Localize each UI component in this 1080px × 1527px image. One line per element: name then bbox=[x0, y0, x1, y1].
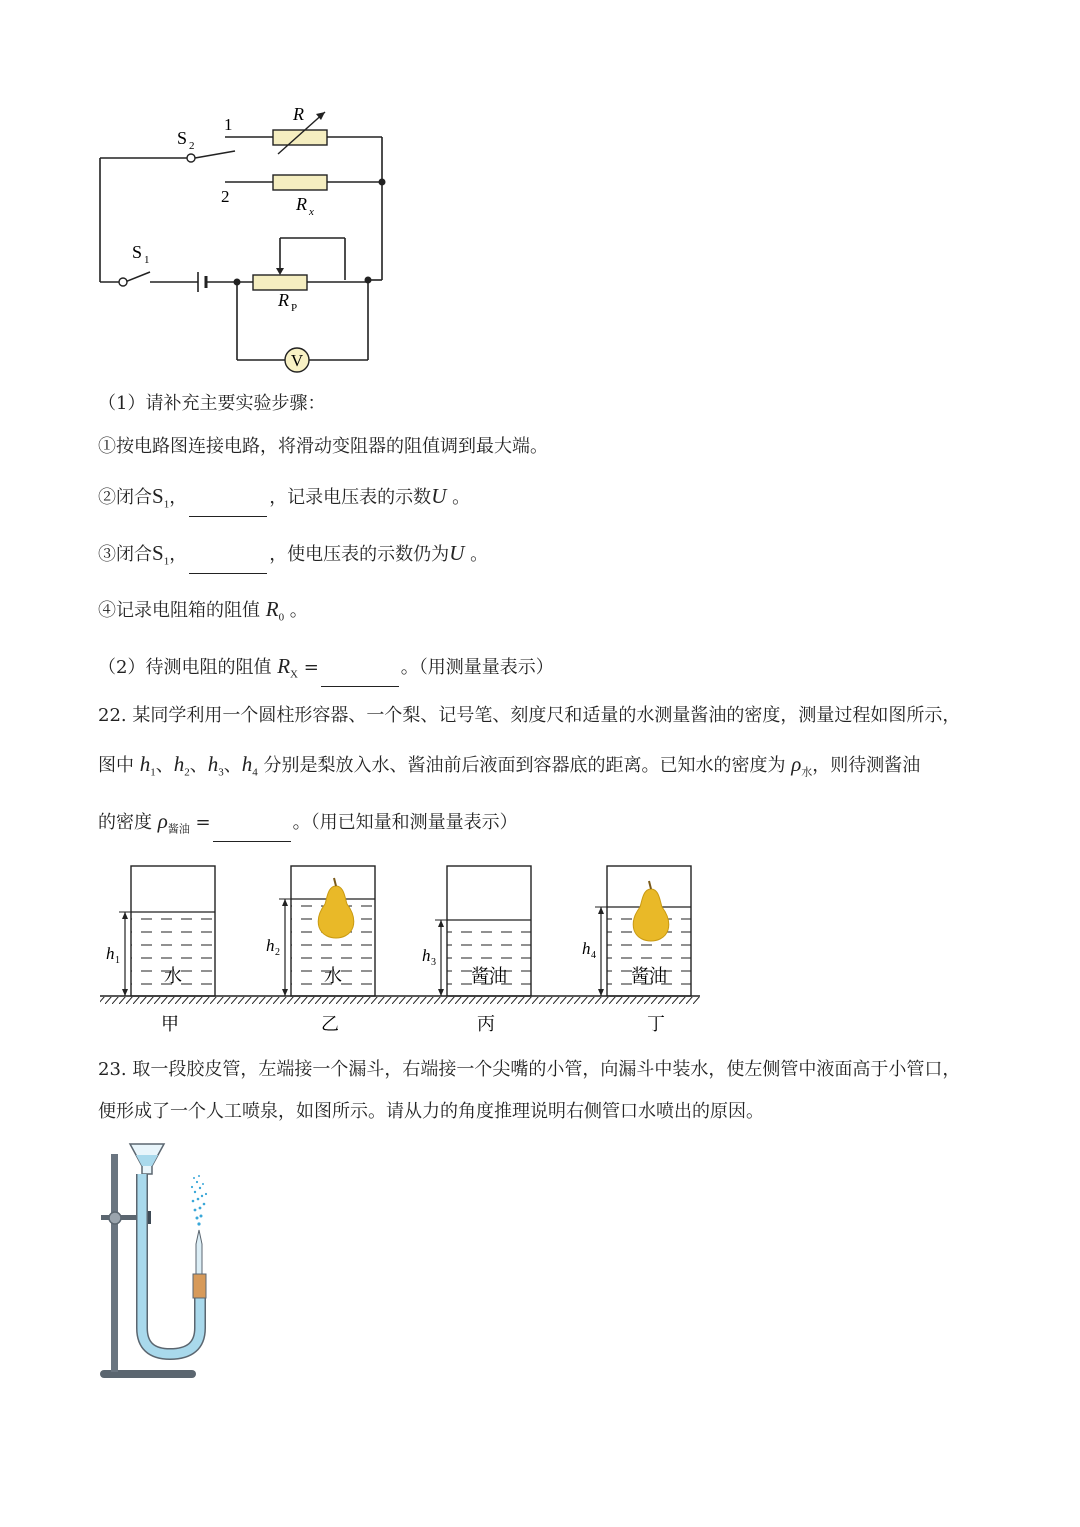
junction-dot bbox=[234, 279, 241, 286]
junction-dot bbox=[379, 179, 386, 186]
label-Rx-sub: x bbox=[309, 206, 314, 218]
s1-terminal bbox=[119, 278, 127, 286]
u-tube-water bbox=[142, 1174, 200, 1354]
q22-line1: 22. 某同学利用一个圆柱形容器、一个梨、记号笔、刻度尺和适量的水测量酱油的密度，测量过程如图所示， bbox=[98, 705, 961, 726]
label-S1-sub: 1 bbox=[144, 254, 150, 266]
h3-label: h bbox=[422, 946, 431, 965]
answer-blank[interactable] bbox=[213, 823, 291, 842]
label-R: R bbox=[293, 104, 304, 124]
q21-step1: ①按电路图连接电路，将滑动变阻器的阻值调到最大端。 bbox=[98, 436, 548, 457]
label-2: 2 bbox=[221, 187, 230, 206]
h2-sub: 2 bbox=[275, 947, 280, 958]
stand-pole bbox=[111, 1154, 118, 1372]
caption-jia: 甲 bbox=[161, 1014, 179, 1034]
q21-step4: ④记录电阻箱的阻值 $R_0$ 。 bbox=[98, 597, 308, 624]
water-jet-icon bbox=[191, 1175, 207, 1226]
label-S1: S bbox=[132, 242, 143, 262]
nozzle bbox=[196, 1230, 202, 1274]
q23-line1: 23. 取一段胶皮管，左端接一个漏斗，右端接一个尖嘴的小管，向漏斗中装水，使左侧管中液面高于小管口， bbox=[98, 1059, 961, 1080]
label-Rp-sub: P bbox=[291, 302, 298, 314]
circuit-diagram bbox=[90, 100, 400, 380]
s2-terminal bbox=[187, 154, 195, 162]
h1-sub: 1 bbox=[115, 955, 120, 966]
clamp-knob bbox=[109, 1212, 121, 1224]
answer-blank[interactable] bbox=[321, 668, 399, 687]
q21-step2: ②闭合$S_1$， ，记录电压表的示数U 。 bbox=[98, 484, 470, 517]
resistor-Rx bbox=[273, 175, 327, 190]
pear-icon bbox=[318, 886, 354, 938]
liquid-label: 酱油 bbox=[631, 966, 667, 986]
q21-part2: （2）待测电阻的阻值 $R_X$ = 。（用测量量表示） bbox=[98, 654, 554, 687]
q21-part1-title: （1）请补充主要实验步骤： bbox=[98, 393, 326, 414]
q22-line3: 的密度 $\rho_{酱油}$ = 。（用已知量和测量量表示） bbox=[98, 809, 518, 842]
caption-yi: 乙 bbox=[321, 1014, 339, 1034]
u-tube bbox=[142, 1174, 200, 1354]
beakers-figure bbox=[98, 860, 708, 1040]
pear-icon bbox=[633, 889, 669, 941]
voltmeter-label: V bbox=[290, 351, 304, 370]
rheostat-Rp bbox=[253, 275, 307, 290]
q22-line2: 图中 $h_1$、$h_2$、$h_3$、$h_4$ 分别是梨放入水、酱油前后液面到容器底的距离。已知水的密度为 $\rho_水$，则待测酱油 bbox=[98, 752, 921, 779]
liquid-label: 水 bbox=[164, 966, 182, 986]
label-S2: S bbox=[177, 128, 188, 148]
fountain-figure bbox=[96, 1138, 226, 1388]
answer-blank[interactable] bbox=[189, 498, 267, 517]
caption-ding: 丁 bbox=[647, 1014, 665, 1034]
liquid-label: 酱油 bbox=[471, 966, 507, 986]
h4-sub: 4 bbox=[591, 950, 596, 961]
h4-label: h bbox=[582, 939, 591, 958]
caption-bing: 丙 bbox=[477, 1014, 495, 1034]
label-S2-sub: 2 bbox=[189, 140, 195, 152]
liquid-label: 水 bbox=[324, 966, 342, 986]
slider-tip bbox=[276, 268, 284, 275]
ground-hatch bbox=[100, 997, 700, 1004]
h2-label: h bbox=[266, 936, 275, 955]
label-1: 1 bbox=[224, 115, 233, 134]
label-Rp: R bbox=[278, 290, 289, 310]
q21-step3: ③闭合$S_1$， ，使电压表的示数仍为U 。 bbox=[98, 541, 488, 574]
resistor-box-R bbox=[273, 130, 327, 145]
answer-blank[interactable] bbox=[189, 555, 267, 574]
h3-sub: 3 bbox=[431, 957, 436, 968]
rubber-joint bbox=[193, 1274, 206, 1298]
h1-label: h bbox=[106, 944, 115, 963]
label-Rx: R bbox=[296, 194, 307, 214]
junction-dot bbox=[365, 277, 372, 284]
funnel-water bbox=[136, 1155, 158, 1166]
q23-line2: 便形成了一个人工喷泉，如图所示。请从力的角度推理说明右侧管口水喷出的原因。 bbox=[98, 1101, 764, 1122]
